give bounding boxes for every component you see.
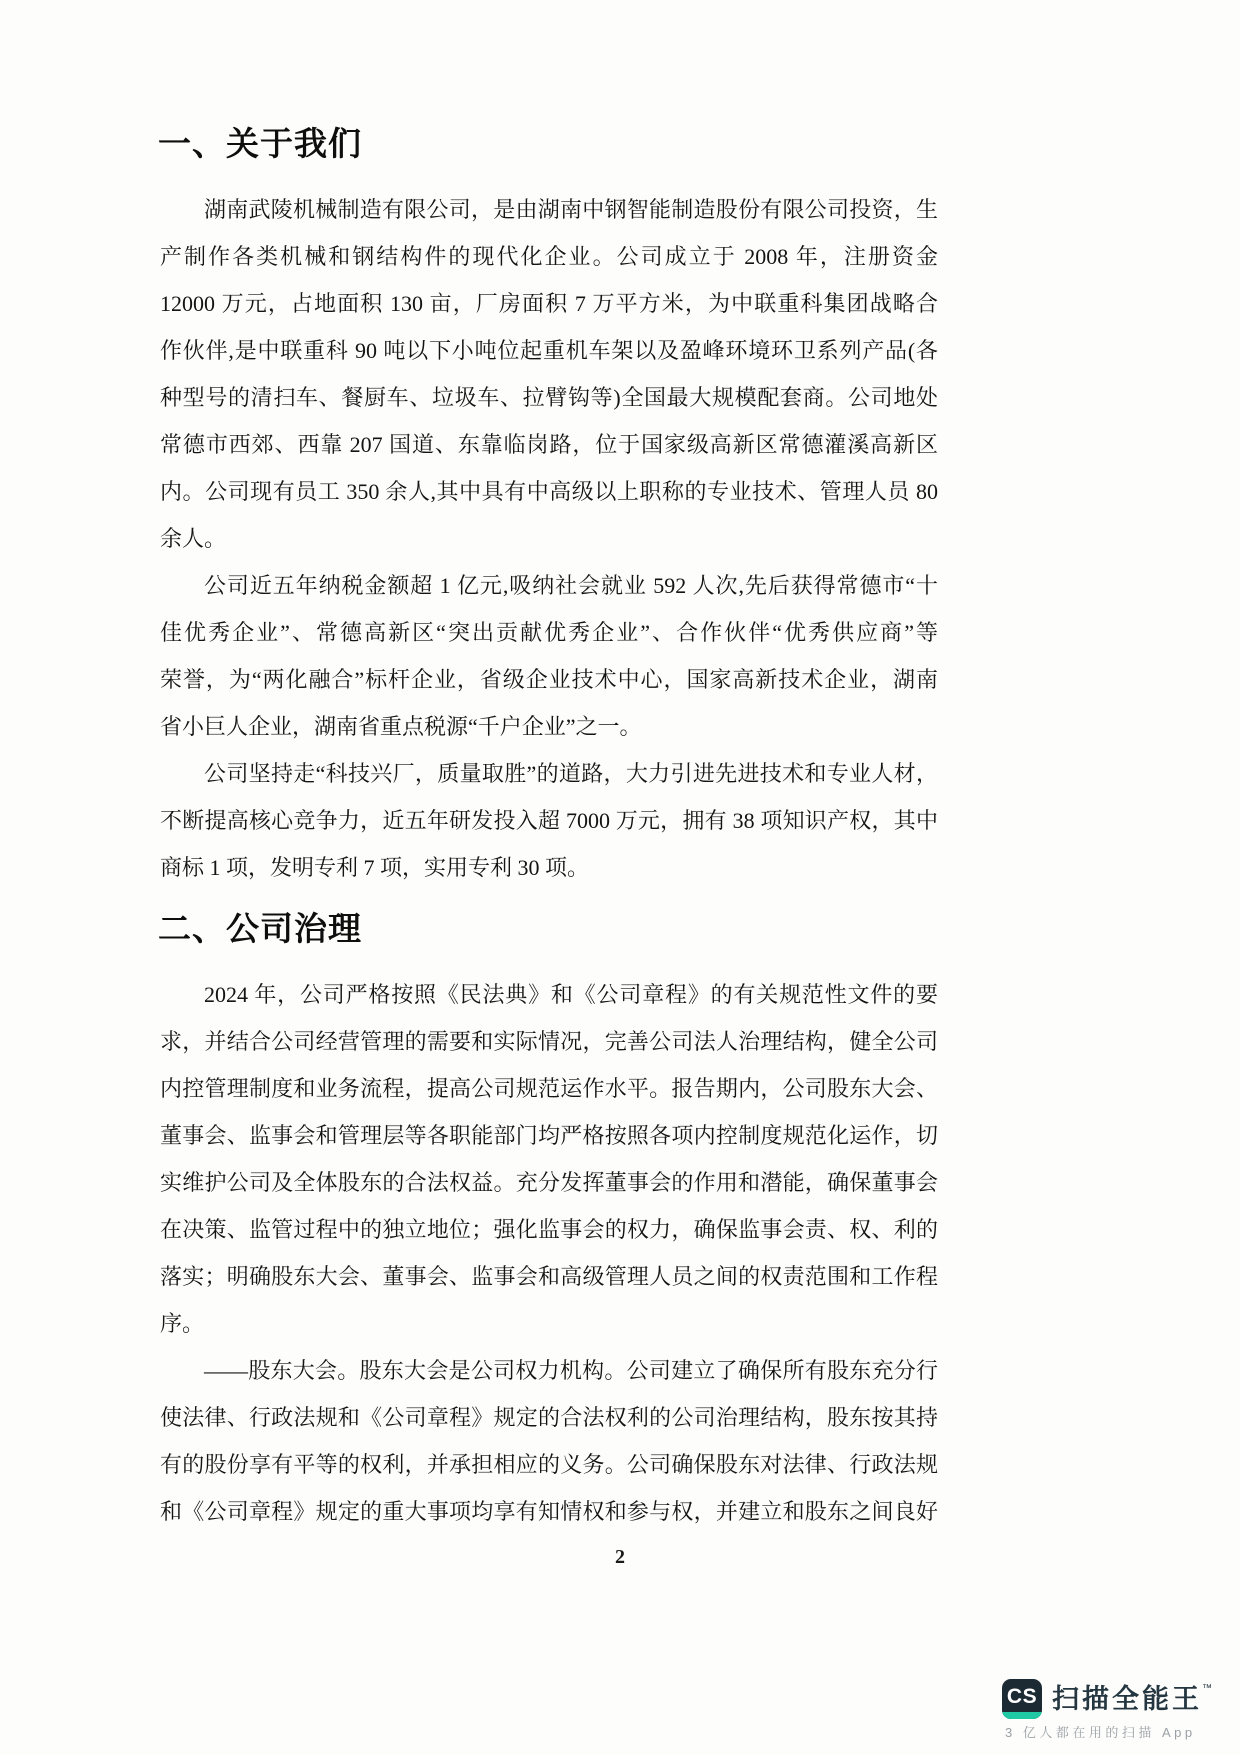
text-line: 佳优秀企业”、常德高新区“突出贡献优秀企业”、合作伙伴“优秀供应商”等 <box>160 620 938 645</box>
text-line: 常德市西郊、西靠 207 国道、东靠临岗路，位于国家级高新区常德灌溪高新区 <box>160 432 938 457</box>
text-line: 和《公司章程》规定的重大事项均享有知情权和参与权，并建立和股东之间良好 <box>160 1499 938 1524</box>
paragraph <box>160 1347 938 1535</box>
text-line: 产制作各类机械和钢结构件的现代化企业。公司成立于 2008 年，注册资金 <box>160 244 938 269</box>
camscanner-app-name <box>1052 1682 1212 1714</box>
text-line: 公司近五年纳税金额超 1 亿元,吸纳社会就业 592 人次,先后获得常德市“十 <box>204 573 938 598</box>
text-line: 董事会、监事会和管理层等各职能部门均严格按照各项内控制度规范化运作，切 <box>160 1123 938 1148</box>
document-body <box>160 0 938 1535</box>
paragraph <box>160 562 938 750</box>
section-heading-corporate-governance: 二、公司治理 <box>158 910 362 947</box>
paragraph <box>160 971 938 1347</box>
text-line: 不断提高核心竞争力，近五年研发投入超 7000 万元，拥有 38 项知识产权，其中 <box>160 808 938 833</box>
text-line: 省小巨人企业，湖南省重点税源“千户企业”之一。 <box>160 714 642 739</box>
camscanner-logo-icon <box>1002 1679 1042 1719</box>
text-line: 湖南武陵机械制造有限公司，是由湖南中钢智能制造股份有限公司投资，生 <box>204 197 938 222</box>
text-line: 种型号的清扫车、餐厨车、垃圾车、拉臂钩等)全国最大规模配套商。公司地处 <box>160 385 938 410</box>
camscanner-badge-accent <box>1002 1712 1042 1719</box>
text-line: 在决策、监管过程中的独立地位；强化监事会的权力，确保监事会责、权、利的 <box>160 1217 938 1242</box>
paragraph <box>160 750 938 891</box>
text-line: 使法律、行政法规和《公司章程》规定的合法权利的公司治理结构，股东按其持 <box>160 1405 938 1430</box>
page-number: 2 <box>615 1546 625 1568</box>
text-line: ——股东大会。股东大会是公司权力机构。公司建立了确保所有股东充分行 <box>204 1358 938 1383</box>
text-line: 落实；明确股东大会、董事会、监事会和高级管理人员之间的权责范围和工作程 <box>160 1264 938 1289</box>
text-line: 作伙伴,是中联重科 90 吨以下小吨位起重机车架以及盈峰环境环卫系列产品(各 <box>160 338 938 363</box>
camscanner-tagline: 3 亿人都在用的扫描 App <box>1005 1725 1196 1740</box>
text-line: 2024 年，公司严格按照《民法典》和《公司章程》的有关规范性文件的要 <box>204 982 938 1007</box>
paragraph <box>160 186 938 562</box>
section-heading-about-us: 一、关于我们 <box>158 125 362 162</box>
text-line: 求，并结合公司经营管理的需要和实际情况，完善公司法人治理结构，健全公司 <box>160 1029 938 1054</box>
text-line: 内。公司现有员工 350 余人,其中具有中高级以上职称的专业技术、管理人员 80 <box>160 479 938 504</box>
text-line: 余人。 <box>160 526 227 551</box>
text-line: 序。 <box>160 1311 205 1336</box>
camscanner-watermark <box>1002 1679 1212 1739</box>
text-line: 内控管理制度和业务流程，提高公司规范运作水平。报告期内，公司股东大会、 <box>160 1076 938 1101</box>
camscanner-badge-text: CS <box>1006 1685 1038 1708</box>
text-line: 商标 1 项，发明专利 7 项，实用专利 30 项。 <box>160 855 590 880</box>
text-line: 有的股份享有平等的权利，并承担相应的义务。公司确保股东对法律、行政法规 <box>160 1452 938 1477</box>
app-name-text: 扫描全能王 <box>1052 1683 1202 1714</box>
text-line: 实维护公司及全体股东的合法权益。充分发挥董事会的作用和潜能，确保董事会 <box>160 1170 938 1195</box>
text-line: 荣誉，为“两化融合”标杆企业，省级企业技术中心，国家高新技术企业，湖南 <box>160 667 938 692</box>
trademark-symbol: ™ <box>1202 1682 1212 1694</box>
camscanner-logo-row <box>1002 1679 1212 1719</box>
text-line: 公司坚持走“科技兴厂，质量取胜”的道路，大力引进先进技术和专业人材， <box>204 761 938 786</box>
text-line: 12000 万元，占地面积 130 亩，厂房面积 7 万平方米，为中联重科集团战略合 <box>160 291 938 316</box>
